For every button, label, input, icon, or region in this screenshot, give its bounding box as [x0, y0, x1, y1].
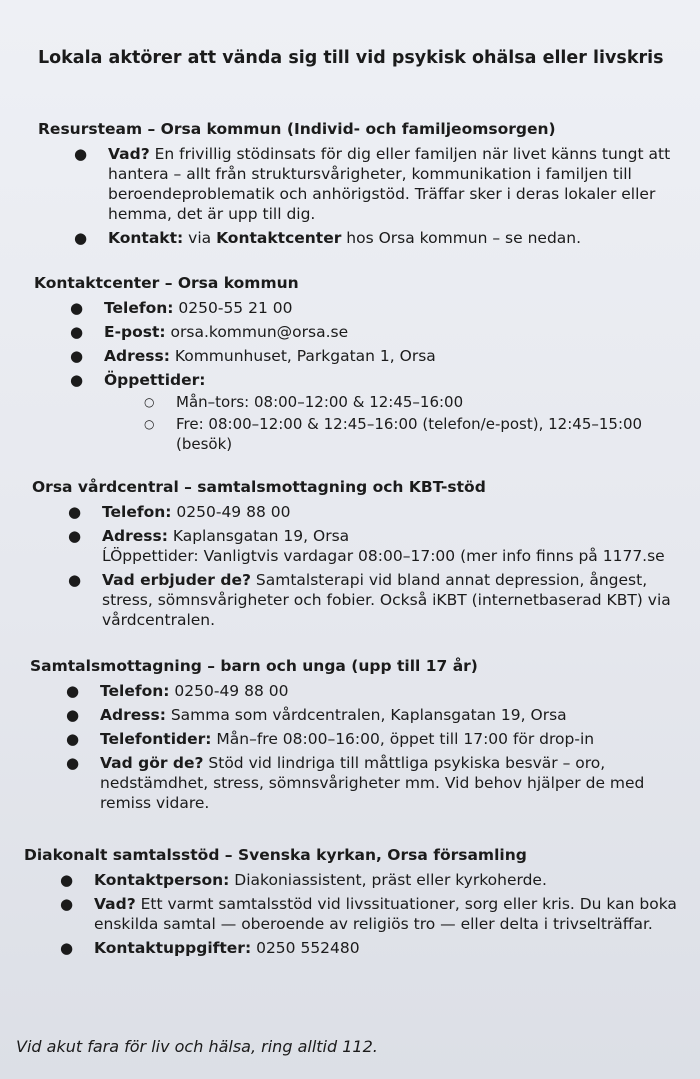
sub-item [34, 414, 642, 454]
item-text: nedstämdhet, stress, sömnsvårigheter mm. Vid behov hjälper de med [100, 774, 645, 792]
item-text: Mån–fre 08:00–16:00, öppet till 17:00 för drop-in [211, 730, 595, 748]
bullet-item [30, 705, 644, 725]
item-label: Kontakt: [108, 229, 184, 247]
item-text: vårdcentralen. [102, 611, 216, 629]
bullet-dot-icon: ● [74, 145, 88, 163]
item-text: orsa.kommun@orsa.se [165, 323, 349, 341]
item-text: enskilda samtal — oberoende av religiös tro — eller delta i trivselträffar. [94, 915, 653, 933]
bullet-item [30, 681, 644, 701]
item-text: Mån–tors: 08:00–12:00 & 12:45–16:00 [176, 393, 464, 411]
item-label: Vad gör de? [100, 754, 204, 772]
section-vardcentral [32, 476, 671, 630]
bullet-item [34, 298, 642, 318]
bullet-item [34, 322, 642, 342]
item-text: 0250-49 88 00 [169, 682, 289, 700]
bullet-dot-icon: ● [66, 730, 80, 748]
bullet-dot-icon: ● [68, 571, 82, 589]
item-text: hemma, det är upp till dig. [108, 205, 316, 223]
bullet-item [32, 526, 671, 566]
emergency-footer: Vid akut fara för liv och hälsa, ring alltid 112. [16, 1037, 378, 1056]
section-kontaktcenter [34, 272, 642, 454]
item-text: 0250-55 21 00 [173, 299, 293, 317]
bullet-dot-icon: ● [66, 682, 80, 700]
section-heading: Orsa vårdcentral – samtalsmottagning och KBT-stöd [32, 478, 486, 496]
bullet-dot-icon: ● [60, 895, 74, 913]
bullet-dot-icon: ● [70, 347, 84, 365]
item-text: Kommunhuset, Parkgatan 1, Orsa [169, 347, 436, 365]
item-text: Diakoniassistent, präst eller kyrkoherde. [229, 871, 547, 889]
item-text: Fre: 08:00–12:00 & 12:45–16:00 (telefon/e-post), 12:45–15:00 [176, 415, 643, 433]
item-text: hos Orsa kommun – se nedan. [341, 229, 582, 247]
bullet-dot-icon: ● [70, 371, 84, 389]
bullet-item [32, 570, 671, 630]
item-label: Kontaktcenter [216, 229, 342, 247]
section-resursteam [38, 118, 670, 248]
item-label: Kontaktperson: [94, 871, 230, 889]
item-text: Ett varmt samtalsstöd vid livssituationer, sorg eller kris. Du kan boka [135, 895, 677, 913]
item-text: ĹÖppettider: Vanligtvis vardagar 08:00–17:00 (mer info finns på 1177.se [102, 547, 665, 565]
bullet-dot-icon: ● [68, 503, 82, 521]
item-label: Telefon: [102, 503, 172, 521]
item-text: 0250-49 88 00 [171, 503, 291, 521]
circle-bullet-icon: ○ [144, 417, 155, 431]
bullet-item [38, 144, 670, 224]
item-label: Adress: [104, 347, 170, 365]
bullet-item [38, 228, 670, 248]
item-text: En frivillig stödinsats för dig eller familjen när livet känns tungt att [149, 145, 671, 163]
item-label: Vad? [94, 895, 136, 913]
item-label: Adress: [102, 527, 168, 545]
bullet-dot-icon: ● [66, 754, 80, 772]
item-label: E-post: [104, 323, 166, 341]
circle-bullet-icon: ○ [144, 395, 155, 409]
item-text: stress, sömnsvårigheter och fobier. Också iKBT (internetbaserad KBT) via [102, 591, 671, 609]
bullet-item [30, 753, 644, 813]
bullet-dot-icon: ● [74, 229, 88, 247]
item-text: remiss vidare. [100, 794, 210, 812]
bullet-item [24, 870, 677, 890]
item-label: Vad erbjuder de? [102, 571, 251, 589]
item-text: Kaplansgatan 19, Orsa [167, 527, 350, 545]
item-text: beroendeproblematik och anhörigstöd. Träffar sker i deras lokaler eller [108, 185, 656, 203]
section-heading: Kontaktcenter – Orsa kommun [34, 274, 299, 292]
item-label: Adress: [100, 706, 166, 724]
bullet-dot-icon: ● [70, 299, 84, 317]
item-text: hantera – allt från struktursvårigheter, kommunikation i familjen till [108, 165, 632, 183]
section-heading: Diakonalt samtalsstöd – Svenska kyrkan, Orsa församling [24, 846, 527, 864]
bullet-item [30, 729, 644, 749]
bullet-dot-icon: ● [68, 527, 82, 545]
item-text: (besök) [176, 435, 233, 453]
item-text: Stöd vid lindriga till måttliga psykiska besvär – oro, [203, 754, 606, 772]
bullet-item [34, 346, 642, 366]
bullet-item [24, 894, 677, 934]
item-label: Öppettider: [104, 371, 206, 389]
section-barn-och-unga [30, 655, 644, 813]
section-heading: Samtalsmottagning – barn och unga (upp till 17 år) [30, 657, 478, 675]
item-label: Telefon: [104, 299, 174, 317]
document-title: Lokala aktörer att vända sig till vid psykisk ohälsa eller livskris [38, 48, 664, 68]
bullet-dot-icon: ● [60, 871, 74, 889]
item-text: 0250 552480 [251, 939, 360, 957]
item-label: Telefon: [100, 682, 170, 700]
item-label: Kontaktuppgifter: [94, 939, 252, 957]
bullet-dot-icon: ● [60, 939, 74, 957]
item-text: Samma som vårdcentralen, Kaplansgatan 19, Orsa [165, 706, 567, 724]
item-label: Vad? [108, 145, 150, 163]
bullet-dot-icon: ● [70, 323, 84, 341]
item-label: Telefontider: [100, 730, 212, 748]
bullet-item [24, 938, 677, 958]
item-text: via [183, 229, 217, 247]
section-heading: Resursteam – Orsa kommun (Individ- och familjeomsorgen) [38, 120, 556, 138]
bullet-dot-icon: ● [66, 706, 80, 724]
bullet-item [32, 502, 671, 522]
item-text: Samtalsterapi vid bland annat depression, ångest, [250, 571, 648, 589]
section-diakonalt-samtalsstod [24, 844, 677, 958]
sub-item [34, 392, 642, 412]
bullet-item [34, 370, 642, 390]
